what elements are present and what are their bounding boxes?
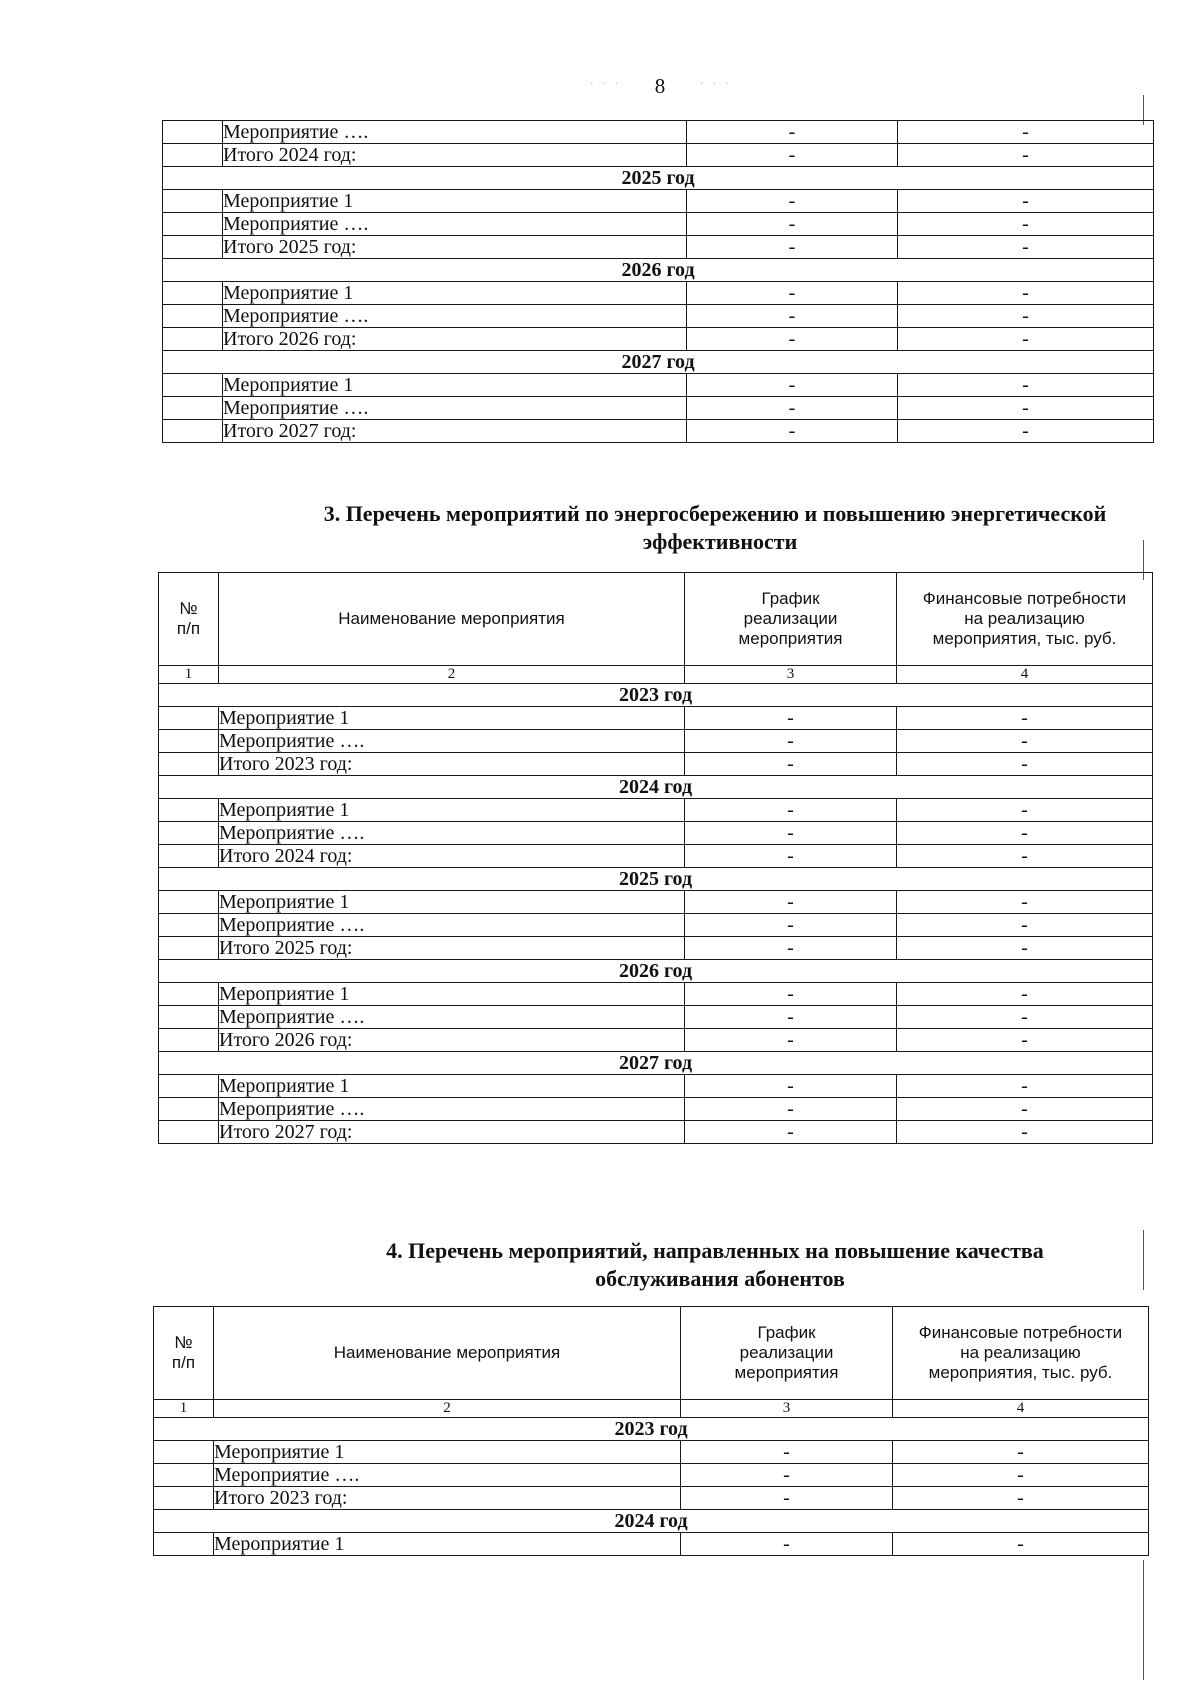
schedule-cell: -	[685, 914, 897, 937]
year-label: 2027 год	[163, 351, 1154, 374]
event-name: Мероприятие 1	[214, 1441, 681, 1464]
event-name: Мероприятие ….	[223, 305, 687, 328]
col-number: 3	[681, 1400, 893, 1418]
schedule-cell: -	[685, 1029, 897, 1052]
year-label: 2025 год	[159, 868, 1153, 891]
event-name: Мероприятие ….	[214, 1464, 681, 1487]
schedule-cell: -	[685, 1121, 897, 1144]
row-number-cell	[159, 891, 219, 914]
finance-cell: -	[897, 914, 1153, 937]
finance-cell: -	[898, 420, 1154, 443]
header-num: № п/п	[159, 573, 219, 666]
event-row	[154, 1533, 1149, 1556]
total-label: Итого 2027 год:	[223, 420, 687, 443]
finance-cell: -	[897, 937, 1153, 960]
header-name: Наименование мероприятия	[214, 1307, 681, 1400]
event-name: Мероприятие 1	[219, 891, 685, 914]
continued-events-table	[162, 120, 1154, 443]
total-row	[159, 753, 1153, 776]
header-name: Наименование мероприятия	[219, 573, 685, 666]
total-label: Итого 2026 год:	[219, 1029, 685, 1052]
year-label: 2024 год	[154, 1510, 1149, 1533]
event-row	[163, 397, 1154, 420]
event-name: Мероприятие ….	[219, 1006, 685, 1029]
event-row	[159, 822, 1153, 845]
year-label: 2023 год	[154, 1418, 1149, 1441]
row-number-cell	[159, 1121, 219, 1144]
event-name: Мероприятие ….	[219, 730, 685, 753]
section-3-title-line2: эффективности	[642, 529, 798, 554]
total-label: Итого 2025 год:	[223, 236, 687, 259]
finance-cell: -	[897, 1029, 1153, 1052]
event-name: Мероприятие 1	[219, 1075, 685, 1098]
schedule-cell: -	[687, 374, 898, 397]
row-number-cell	[163, 121, 223, 144]
schedule-cell: -	[685, 1098, 897, 1121]
table-header-row	[159, 573, 1153, 666]
schedule-cell: -	[681, 1487, 893, 1510]
row-number-cell	[159, 1006, 219, 1029]
row-number-cell	[159, 730, 219, 753]
schedule-cell: -	[687, 213, 898, 236]
row-number-cell	[159, 1075, 219, 1098]
schedule-cell: -	[687, 236, 898, 259]
header-num: № п/п	[154, 1307, 214, 1400]
event-row	[159, 730, 1153, 753]
row-number-cell	[154, 1441, 214, 1464]
row-number-cell	[163, 144, 223, 167]
schedule-cell: -	[681, 1464, 893, 1487]
row-number-cell	[163, 190, 223, 213]
event-name: Мероприятие 1	[214, 1533, 681, 1556]
year-row	[159, 776, 1153, 799]
total-row	[159, 1121, 1153, 1144]
row-number-cell	[159, 707, 219, 730]
finance-cell: -	[898, 190, 1154, 213]
schedule-cell: -	[685, 1075, 897, 1098]
total-row	[159, 937, 1153, 960]
total-label: Итого 2023 год:	[219, 753, 685, 776]
scan-noise: · · ·	[590, 78, 622, 90]
finance-cell: -	[898, 144, 1154, 167]
schedule-cell: -	[685, 707, 897, 730]
row-number-cell	[159, 799, 219, 822]
event-name: Мероприятие ….	[219, 822, 685, 845]
year-label: 2027 год	[159, 1052, 1153, 1075]
finance-cell: -	[897, 983, 1153, 1006]
table-header-row	[154, 1307, 1149, 1400]
column-number-row	[154, 1400, 1149, 1418]
schedule-cell: -	[681, 1533, 893, 1556]
total-label: Итого 2025 год:	[219, 937, 685, 960]
event-row	[159, 983, 1153, 1006]
row-number-cell	[163, 236, 223, 259]
finance-cell: -	[897, 753, 1153, 776]
finance-cell: -	[893, 1487, 1149, 1510]
event-name: Мероприятие ….	[219, 1098, 685, 1121]
row-number-cell	[159, 937, 219, 960]
total-row	[154, 1487, 1149, 1510]
event-name: Мероприятие 1	[223, 374, 687, 397]
finance-cell: -	[897, 707, 1153, 730]
event-row	[159, 1006, 1153, 1029]
col-number: 2	[219, 666, 685, 684]
year-row	[159, 1052, 1153, 1075]
event-row	[159, 1075, 1153, 1098]
page-number: 8	[654, 74, 666, 98]
year-label: 2024 год	[159, 776, 1153, 799]
finance-cell: -	[898, 282, 1154, 305]
schedule-cell: -	[687, 190, 898, 213]
row-number-cell	[163, 305, 223, 328]
total-row	[159, 845, 1153, 868]
schedule-cell: -	[685, 845, 897, 868]
event-name: Мероприятие 1	[223, 190, 687, 213]
col-number: 4	[897, 666, 1153, 684]
col-number: 2	[214, 1400, 681, 1418]
event-row	[159, 891, 1153, 914]
schedule-cell: -	[685, 1006, 897, 1029]
event-name: Мероприятие 1	[219, 799, 685, 822]
finance-cell: -	[898, 328, 1154, 351]
schedule-cell: -	[685, 753, 897, 776]
event-row	[163, 121, 1154, 144]
schedule-cell: -	[685, 937, 897, 960]
schedule-cell: -	[685, 730, 897, 753]
row-number-cell	[159, 1029, 219, 1052]
column-number-row	[159, 666, 1153, 684]
event-row	[163, 305, 1154, 328]
event-row	[163, 374, 1154, 397]
finance-cell: -	[898, 305, 1154, 328]
event-row	[154, 1464, 1149, 1487]
year-row	[159, 960, 1153, 983]
finance-cell: -	[893, 1464, 1149, 1487]
section-4-heading	[160, 1237, 1160, 1293]
total-label: Итого 2023 год:	[214, 1487, 681, 1510]
year-row	[159, 868, 1153, 891]
finance-cell: -	[898, 121, 1154, 144]
event-name: Мероприятие ….	[223, 213, 687, 236]
finance-cell: -	[893, 1441, 1149, 1464]
schedule-cell: -	[687, 397, 898, 420]
year-row	[154, 1418, 1149, 1441]
year-label: 2023 год	[159, 684, 1153, 707]
row-number-cell	[159, 914, 219, 937]
row-number-cell	[163, 397, 223, 420]
schedule-cell: -	[687, 121, 898, 144]
event-row	[159, 799, 1153, 822]
schedule-cell: -	[687, 144, 898, 167]
total-row	[163, 144, 1154, 167]
event-name: Мероприятие ….	[223, 121, 687, 144]
year-label: 2025 год	[163, 167, 1154, 190]
event-row	[159, 914, 1153, 937]
row-number-cell	[159, 822, 219, 845]
finance-cell: -	[897, 799, 1153, 822]
col-number: 3	[685, 666, 897, 684]
total-row	[163, 236, 1154, 259]
year-row	[163, 351, 1154, 374]
event-name: Мероприятие ….	[219, 914, 685, 937]
finance-cell: -	[897, 822, 1153, 845]
finance-cell: -	[898, 236, 1154, 259]
header-finance: Финансовые потребности на реализацию мероприятия, тыс. руб.	[897, 573, 1153, 666]
row-number-cell	[154, 1533, 214, 1556]
event-name: Мероприятие ….	[223, 397, 687, 420]
total-label: Итого 2026 год:	[223, 328, 687, 351]
row-number-cell	[159, 1098, 219, 1121]
row-number-cell	[159, 845, 219, 868]
finance-cell: -	[897, 1121, 1153, 1144]
event-name: Мероприятие 1	[219, 707, 685, 730]
finance-cell: -	[898, 397, 1154, 420]
schedule-cell: -	[687, 328, 898, 351]
row-number-cell	[163, 213, 223, 236]
schedule-cell: -	[687, 282, 898, 305]
year-row	[159, 684, 1153, 707]
row-number-cell	[159, 983, 219, 1006]
finance-cell: -	[897, 1006, 1153, 1029]
row-number-cell	[159, 753, 219, 776]
row-number-cell	[163, 420, 223, 443]
row-number-cell	[163, 374, 223, 397]
header-schedule: График реализации мероприятия	[681, 1307, 893, 1400]
year-label: 2026 год	[163, 259, 1154, 282]
year-row	[163, 167, 1154, 190]
schedule-cell: -	[685, 799, 897, 822]
finance-cell: -	[897, 1075, 1153, 1098]
finance-cell: -	[897, 730, 1153, 753]
row-number-cell	[163, 282, 223, 305]
total-row	[159, 1029, 1153, 1052]
row-number-cell	[154, 1464, 214, 1487]
header-finance: Финансовые потребности на реализацию мероприятия, тыс. руб.	[893, 1307, 1149, 1400]
total-label: Итого 2027 год:	[219, 1121, 685, 1144]
section-3-heading	[160, 500, 1160, 556]
col-number: 1	[159, 666, 219, 684]
year-row	[154, 1510, 1149, 1533]
schedule-cell: -	[685, 822, 897, 845]
event-name: Мероприятие 1	[219, 983, 685, 1006]
total-label: Итого 2024 год:	[219, 845, 685, 868]
event-row	[163, 213, 1154, 236]
section-3-title-line1: 3. Перечень мероприятий по энергосбережению и повышению энергетической	[323, 501, 1107, 526]
section-4-title-line2: обслуживания абонентов	[595, 1266, 845, 1291]
year-row	[163, 259, 1154, 282]
schedule-cell: -	[685, 891, 897, 914]
event-row	[159, 1098, 1153, 1121]
col-number: 1	[154, 1400, 214, 1418]
energy-saving-events-table	[158, 572, 1153, 1144]
total-label: Итого 2024 год:	[223, 144, 687, 167]
year-label: 2026 год	[159, 960, 1153, 983]
schedule-cell: -	[685, 983, 897, 1006]
schedule-cell: -	[681, 1441, 893, 1464]
event-name: Мероприятие 1	[223, 282, 687, 305]
finance-cell: -	[897, 891, 1153, 914]
header-schedule: График реализации мероприятия	[685, 573, 897, 666]
finance-cell: -	[893, 1533, 1149, 1556]
finance-cell: -	[897, 845, 1153, 868]
row-number-cell	[163, 328, 223, 351]
customer-service-events-table	[153, 1306, 1149, 1556]
scan-edge-mark	[1143, 1560, 1144, 1680]
finance-cell: -	[898, 213, 1154, 236]
scan-noise: · · ·	[700, 78, 732, 90]
total-row	[163, 328, 1154, 351]
col-number: 4	[893, 1400, 1149, 1418]
schedule-cell: -	[687, 420, 898, 443]
schedule-cell: -	[687, 305, 898, 328]
event-row	[163, 282, 1154, 305]
row-number-cell	[154, 1487, 214, 1510]
event-row	[159, 707, 1153, 730]
total-row	[163, 420, 1154, 443]
section-4-title-line1: 4. Перечень мероприятий, направленных на повышение качества	[386, 1238, 1044, 1263]
event-row	[154, 1441, 1149, 1464]
finance-cell: -	[898, 374, 1154, 397]
event-row	[163, 190, 1154, 213]
finance-cell: -	[897, 1098, 1153, 1121]
